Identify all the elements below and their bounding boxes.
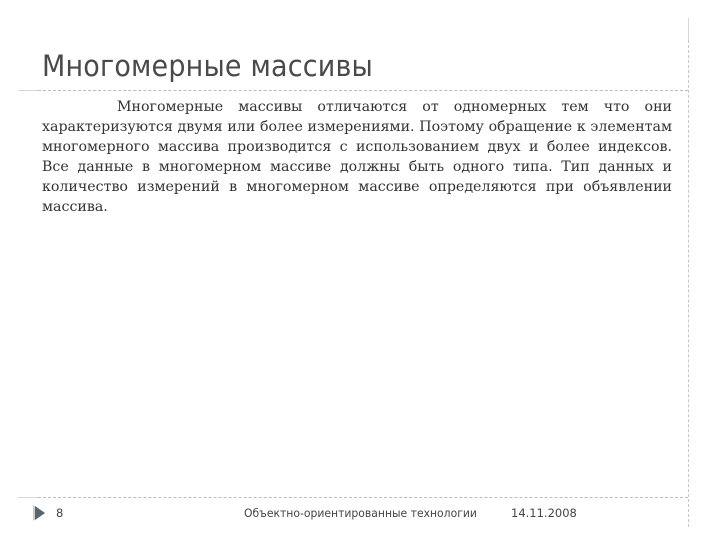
title-rule-left xyxy=(18,90,38,91)
footer-divider xyxy=(38,497,688,498)
title-divider xyxy=(38,90,688,91)
vertical-rule-top xyxy=(688,18,689,40)
triangle-right-icon xyxy=(35,506,45,520)
vertical-rule xyxy=(688,40,689,527)
slide-body-text: Многомерные массивы отличаются от одномерных тем что они характеризуются двумя или более измерениями. Поэтому обращение к элементам многомерного массива производится с использованием двух и более индексов. Все данные в многомерном массиве должны быть одного типа. Тип данных и количество измерений в многомерном массиве определяются при объявлении массива. xyxy=(42,99,672,215)
footer-date: 14.11.2008 xyxy=(511,506,577,520)
footer-rule-left xyxy=(18,497,38,498)
slide-number: 8 xyxy=(56,506,64,520)
footer-course-title: Объектно-ориентированные технологии xyxy=(244,506,477,520)
slide-title: Многомерные массивы xyxy=(42,49,374,83)
